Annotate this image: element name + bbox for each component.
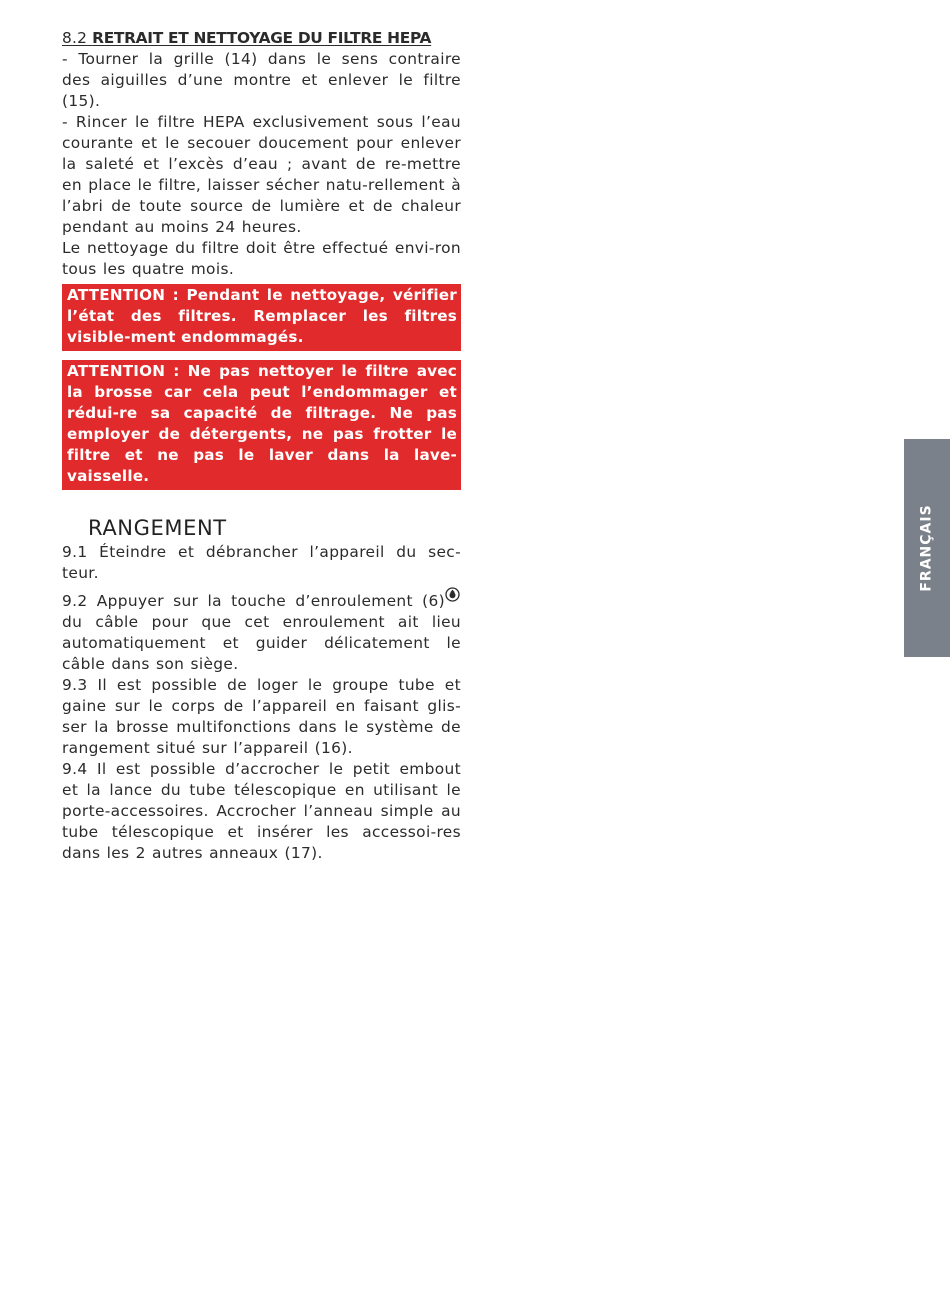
language-tab: [904, 439, 950, 657]
paragraph-rinse-filter: - Rincer le filtre HEPA exclusivement sous l’eau courante et le secouer doucement pour enlever la saleté et l’excès d’eau ; avant de re-mettre en place le filtre, laisser sécher natu-rellement à l’abri de toute source de lumière et de chaleur pendant au moins 24 heures.: [62, 113, 461, 236]
warning-box-no-brush: ATTENTION : Ne pas nettoyer le filtre avec la brosse car cela peut l’endommager et rédui-re sa capacité de filtrage. Ne pas employer de détergents, ne pas frotter le filtre et ne pas le laver dans la lave-vaisselle.: [62, 360, 461, 490]
section-8-2-title: RETRAIT ET NETTOYAGE DU FILTRE HEPA: [92, 29, 432, 47]
item-9-4: 9.4 Il est possible d’accrocher le petit embout et la lance du tube télescopique en utilisant le porte-accessoires. Accrocher l’anneau simple au tube télescopique et insérer les accessoi-res dans les 2 autres anneaux (17).: [62, 760, 461, 862]
content-column: [62, 28, 461, 864]
language-tab-label: FRANÇAIS: [919, 504, 936, 592]
item-9-1: 9.1 Éteindre et débrancher l’appareil du sec-teur.: [62, 543, 461, 582]
item-9-2: 9.2 Appuyer sur la touche d’enroulement (6) du câble pour que cet enroulement ait lieu automatiquement et guider délicatement le câble dans son siège.: [62, 592, 461, 673]
item-9-2-wrapper: [62, 591, 461, 675]
section-9-heading: RANGEMENT: [88, 516, 227, 540]
cord-rewind-icon: [445, 587, 460, 602]
section-8-2-heading: [62, 28, 461, 49]
warning-box-check-filters: ATTENTION : Pendant le nettoyage, vérifier l’état des filtres. Remplacer les filtres visible-ment endommagés.: [62, 284, 461, 351]
paragraph-rotate-grille: - Tourner la grille (14) dans le sens contraire des aiguilles d’une montre et enlever le filtre (15).: [62, 50, 461, 110]
section-8-2-number: 8.2: [62, 29, 88, 47]
item-9-3: 9.3 Il est possible de loger le groupe tube et gaine sur le corps de l’appareil en faisant glis-ser la brosse multifonctions dans le système de rangement situé sur l’appareil (16).: [62, 676, 461, 757]
paragraph-cleaning-frequency: Le nettoyage du filtre doit être effectué envi-ron tous les quatre mois.: [62, 239, 461, 278]
